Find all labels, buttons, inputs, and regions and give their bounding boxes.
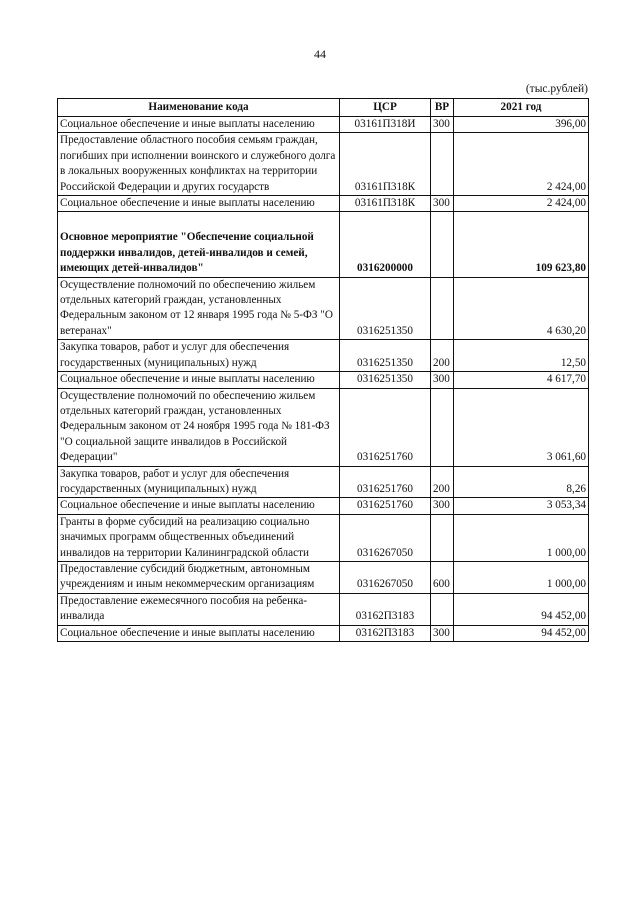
table-header-row bbox=[58, 99, 589, 117]
table-row bbox=[58, 117, 589, 133]
row-csr-cell: 03162П3183 bbox=[340, 625, 431, 641]
row-name-cell: Гранты в форме субсидий на реализацию социально значимых программ общественных объединений инвалидов на территории Калининградской области bbox=[58, 514, 340, 561]
header-year: 2021 год bbox=[454, 99, 589, 117]
header-name: Наименование кода bbox=[58, 99, 340, 117]
table-row bbox=[58, 212, 589, 277]
table-row bbox=[58, 498, 589, 514]
row-name-cell: Социальное обеспечение и иные выплаты населению bbox=[58, 196, 340, 212]
row-sum-cell: 8,26 bbox=[454, 466, 589, 498]
row-sum-cell: 4 617,70 bbox=[454, 372, 589, 388]
row-csr-cell: 0316251350 bbox=[340, 372, 431, 388]
units-label: (тыс.рублей) bbox=[525, 83, 588, 95]
table-body bbox=[58, 117, 589, 642]
row-name-cell: Осуществление полномочий по обеспечению жильем отдельных категорий граждан, установленных Федеральным законом от 24 ноября 1995 года № 181-ФЗ "О социальной защите инвалидов в Российской Федерации" bbox=[58, 388, 340, 466]
row-vr-cell bbox=[431, 388, 454, 466]
table-row bbox=[58, 277, 589, 340]
table-row bbox=[58, 561, 589, 593]
table-row bbox=[58, 133, 589, 196]
row-csr-cell: 0316251760 bbox=[340, 466, 431, 498]
row-name-cell: Социальное обеспечение и иные выплаты населению bbox=[58, 625, 340, 641]
row-name-cell: Основное мероприятие "Обеспечение социальной поддержки инвалидов, детей-инвалидов и семей, имеющих детей-инвалидов" bbox=[58, 212, 340, 277]
row-sum-cell: 4 630,20 bbox=[454, 277, 589, 340]
row-vr-cell: 200 bbox=[431, 340, 454, 372]
row-sum-cell: 94 452,00 bbox=[454, 593, 589, 625]
row-vr-cell bbox=[431, 593, 454, 625]
row-vr-cell: 300 bbox=[431, 372, 454, 388]
row-vr-cell: 300 bbox=[431, 117, 454, 133]
header-vr: ВР bbox=[431, 99, 454, 117]
row-sum-cell: 3 053,34 bbox=[454, 498, 589, 514]
table-row bbox=[58, 514, 589, 561]
table-row bbox=[58, 340, 589, 372]
row-name-cell: Социальное обеспечение и иные выплаты населению bbox=[58, 117, 340, 133]
row-vr-cell bbox=[431, 277, 454, 340]
budget-table bbox=[57, 98, 589, 642]
row-vr-cell: 200 bbox=[431, 466, 454, 498]
row-name-cell: Закупка товаров, работ и услуг для обеспечения государственных (муниципальных) нужд bbox=[58, 340, 340, 372]
table-row bbox=[58, 372, 589, 388]
row-name-cell: Предоставление субсидий бюджетным, автономным учреждениям и иным некоммерческим организациям bbox=[58, 561, 340, 593]
row-sum-cell: 396,00 bbox=[454, 117, 589, 133]
row-name-cell: Социальное обеспечение и иные выплаты населению bbox=[58, 498, 340, 514]
row-csr-cell: 0316267050 bbox=[340, 514, 431, 561]
row-sum-cell: 109 623,80 bbox=[454, 212, 589, 277]
table-row bbox=[58, 466, 589, 498]
row-csr-cell: 0316251350 bbox=[340, 340, 431, 372]
table-row bbox=[58, 625, 589, 641]
row-csr-cell: 03161П318К bbox=[340, 133, 431, 196]
row-sum-cell: 94 452,00 bbox=[454, 625, 589, 641]
row-csr-cell: 0316267050 bbox=[340, 561, 431, 593]
table-row bbox=[58, 593, 589, 625]
row-name-cell: Предоставление областного пособия семьям граждан, погибших при исполнении воинского и служебного долга в локальных вооруженных конфликтах на территории Российской Федерации и других государств bbox=[58, 133, 340, 196]
row-sum-cell: 3 061,60 bbox=[454, 388, 589, 466]
row-csr-cell: 03161П318К bbox=[340, 196, 431, 212]
row-csr-cell: 03161П318И bbox=[340, 117, 431, 133]
row-sum-cell: 12,50 bbox=[454, 340, 589, 372]
row-csr-cell: 03162П3183 bbox=[340, 593, 431, 625]
row-sum-cell: 2 424,00 bbox=[454, 133, 589, 196]
row-vr-cell: 300 bbox=[431, 625, 454, 641]
row-name-cell: Осуществление полномочий по обеспечению жильем отдельных категорий граждан, установленных Федеральным законом от 12 января 1995 года № 5-ФЗ "О ветеранах" bbox=[58, 277, 340, 340]
row-sum-cell: 1 000,00 bbox=[454, 514, 589, 561]
header-csr: ЦСР bbox=[340, 99, 431, 117]
row-sum-cell: 1 000,00 bbox=[454, 561, 589, 593]
page-number: 44 bbox=[314, 47, 326, 61]
row-name-cell: Закупка товаров, работ и услуг для обеспечения государственных (муниципальных) нужд bbox=[58, 466, 340, 498]
row-vr-cell: 600 bbox=[431, 561, 454, 593]
table-row bbox=[58, 196, 589, 212]
row-csr-cell: 0316251760 bbox=[340, 388, 431, 466]
row-sum-cell: 2 424,00 bbox=[454, 196, 589, 212]
row-vr-cell: 300 bbox=[431, 196, 454, 212]
row-vr-cell bbox=[431, 212, 454, 277]
row-csr-cell: 0316251760 bbox=[340, 498, 431, 514]
row-csr-cell: 0316200000 bbox=[340, 212, 431, 277]
table-row bbox=[58, 388, 589, 466]
row-vr-cell bbox=[431, 133, 454, 196]
row-vr-cell: 300 bbox=[431, 498, 454, 514]
row-csr-cell: 0316251350 bbox=[340, 277, 431, 340]
row-name-cell: Предоставление ежемесячного пособия на ребенка-инвалида bbox=[58, 593, 340, 625]
row-vr-cell bbox=[431, 514, 454, 561]
row-name-cell: Социальное обеспечение и иные выплаты населению bbox=[58, 372, 340, 388]
